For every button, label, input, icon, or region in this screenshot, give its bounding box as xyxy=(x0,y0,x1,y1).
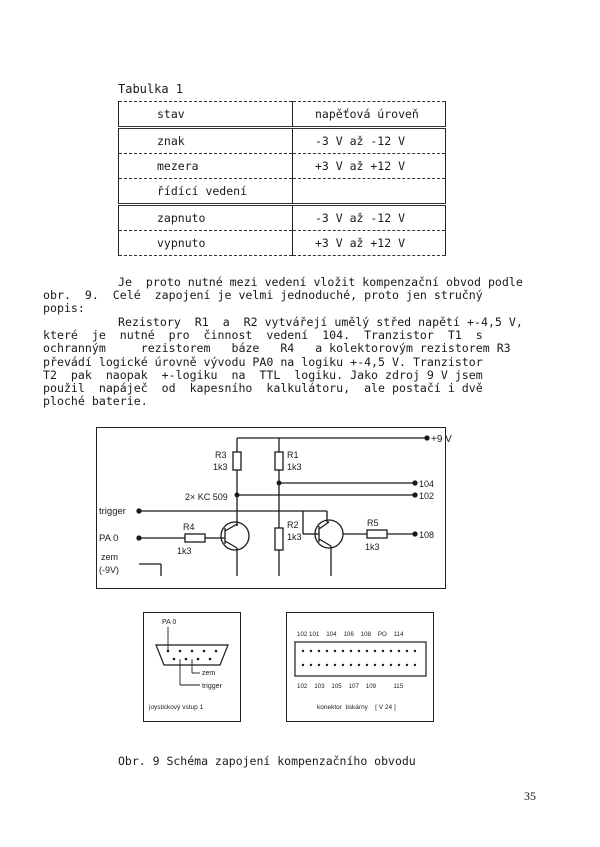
schematic-drawing xyxy=(97,428,452,588)
top-pin-numbers: 102 101 104 106 108 PO 114 xyxy=(297,631,404,638)
line-108-label: 108 xyxy=(419,530,435,540)
bottom-pin-numbers: 102 103 105 107 109 115 xyxy=(297,683,404,690)
trigger-pin-label: trigger xyxy=(202,683,222,690)
transistors-label: 2× KC 509 xyxy=(185,492,228,502)
text-line: Je proto nutné mezi vedení vložit kompenzační obvod podle xyxy=(118,275,523,289)
resistor-r4 xyxy=(185,534,205,542)
text-line: které je nutné pro činnost vedení 104. Tranzistor T1 s xyxy=(43,328,483,343)
paragraph-intro xyxy=(43,275,546,316)
r1-value: 1k3 xyxy=(287,462,302,472)
pa0-input-label: PA 0 xyxy=(99,533,119,544)
text-line: ochranným rezistorem báze R4 a kolektorovým rezistorem R3 xyxy=(43,341,511,356)
resistor-r3 xyxy=(233,452,241,470)
table-cell: vypnuto xyxy=(119,231,293,256)
voltage-level-table xyxy=(118,101,446,256)
text-line: Rezistory R1 a R2 vytvářejí umělý střed napětí +-4,5 V, xyxy=(118,315,523,329)
ground-voltage-label: (-9V) xyxy=(99,565,119,575)
r4-label: R4 xyxy=(183,522,195,532)
resistor-r5 xyxy=(367,530,387,538)
r5-label: R5 xyxy=(367,518,379,528)
r4-value: 1k3 xyxy=(177,546,192,556)
paragraph-description xyxy=(43,315,546,409)
table-header-state: stav xyxy=(119,102,293,128)
printer-connector-shape xyxy=(295,642,426,676)
text-line: použil napáječ od kapesního kalkulátoru, ale postačí i dvě xyxy=(43,380,483,395)
pa0-pin-label: PA 0 xyxy=(162,619,177,626)
text-line: ploché baterie. xyxy=(43,394,148,409)
printer-connector-diagram xyxy=(286,612,434,722)
table-cell: +3 V až +12 V xyxy=(293,154,446,179)
supply-terminal xyxy=(425,436,429,440)
r2-value: 1k3 xyxy=(287,532,302,542)
table-cell: zapnuto xyxy=(119,205,293,231)
resistor-r1 xyxy=(275,452,283,470)
text-line: obr. 9. Celé zapojení je velmi jednoduché, proto jen stručný xyxy=(43,288,483,303)
r5-value: 1k3 xyxy=(365,542,380,552)
table-cell: -3 V až -12 V xyxy=(293,205,446,231)
ground-label: zem xyxy=(101,552,119,562)
supply-label: +9 V xyxy=(431,434,452,445)
r3-label: R3 xyxy=(215,450,227,460)
table-cell: řídící vedení xyxy=(119,179,293,205)
table-cell: znak xyxy=(119,128,293,154)
table-cell: mezera xyxy=(119,154,293,179)
r3-value: 1k3 xyxy=(213,462,228,472)
joystick-caption: joystickový vstup 1 xyxy=(149,704,204,711)
ground-pin-label: zem xyxy=(202,670,216,677)
printer-caption: konektor tiskárny [ V 24 ] xyxy=(317,704,396,711)
table-caption: Tabulka 1 xyxy=(118,82,184,96)
figure-caption: Obr. 9 Schéma zapojení kompenzačního obvodu xyxy=(118,754,416,768)
joystick-connector-diagram xyxy=(143,612,241,722)
circuit-schematic xyxy=(96,427,452,589)
connector-pins xyxy=(167,650,218,661)
trigger-input-label: trigger xyxy=(99,506,126,517)
text-line: popis: xyxy=(43,301,85,316)
text-line: převádí logické úrovně vývodu PA0 na logiku +-4,5 V. Tranzistor xyxy=(43,354,483,369)
table-cell xyxy=(293,179,446,205)
table-header-voltage: napěťová úroveň xyxy=(293,102,446,128)
resistor-r2 xyxy=(275,528,283,550)
r1-label: R1 xyxy=(287,450,299,460)
connector-pins xyxy=(302,650,416,666)
r2-label: R2 xyxy=(287,520,299,530)
table-cell: +3 V až +12 V xyxy=(293,231,446,256)
line-104-label: 104 xyxy=(419,479,435,489)
table-cell: -3 V až -12 V xyxy=(293,128,446,154)
page-number: 35 xyxy=(524,789,536,803)
line-102-label: 102 xyxy=(419,491,435,501)
text-line: T2 pak naopak +-logiku na TTL logiku. Jako zdroj 9 V jsem xyxy=(43,367,483,382)
